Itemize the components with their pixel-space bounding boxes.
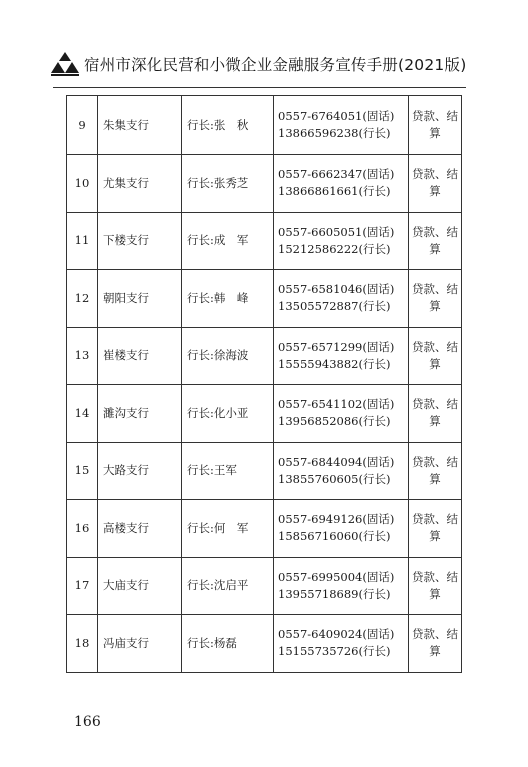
landline-number: 0557-6581046(固话) xyxy=(278,282,395,297)
phone-cell xyxy=(274,96,409,155)
header-title: 宿州市深化民营和小微企业金融服务宣传手册(2021版) xyxy=(84,56,467,74)
business-scope: 贷款、结算 xyxy=(409,96,462,155)
row-number: 11 xyxy=(67,212,98,270)
branch-name: 朱集支行 xyxy=(98,96,182,155)
branch-name: 朝阳支行 xyxy=(98,270,182,328)
header-divider xyxy=(53,87,466,88)
manager-name: 行长:化小亚 xyxy=(182,385,274,443)
phone-cell xyxy=(274,212,409,270)
business-scope: 贷款、结算 xyxy=(409,327,462,385)
table-row xyxy=(67,96,462,155)
row-number: 10 xyxy=(67,155,98,213)
phone-cell xyxy=(274,442,409,500)
row-number: 13 xyxy=(67,327,98,385)
page-header xyxy=(50,48,470,80)
phone-cell xyxy=(274,155,409,213)
table-row xyxy=(67,615,462,673)
row-number: 14 xyxy=(67,385,98,443)
phone-cell xyxy=(274,270,409,328)
manager-name: 行长:韩 峰 xyxy=(182,270,274,328)
row-number: 16 xyxy=(67,500,98,558)
landline-number: 0557-6605051(固话) xyxy=(278,224,395,239)
table-row xyxy=(67,557,462,615)
manager-name: 行长:成 军 xyxy=(182,212,274,270)
business-scope: 贷款、结算 xyxy=(409,500,462,558)
landline-number: 0557-6995004(固话) xyxy=(278,569,395,584)
table-row xyxy=(67,442,462,500)
branch-name: 崔楼支行 xyxy=(98,327,182,385)
row-number: 12 xyxy=(67,270,98,328)
manager-name: 行长:张秀芝 xyxy=(182,155,274,213)
mobile-number: 13505572887(行长) xyxy=(278,299,391,314)
branch-name: 大庙支行 xyxy=(98,557,182,615)
mobile-number: 13956852086(行长) xyxy=(278,414,391,429)
phone-cell xyxy=(274,557,409,615)
branch-table xyxy=(66,95,462,673)
table-row xyxy=(67,500,462,558)
landline-number: 0557-6662347(固话) xyxy=(278,167,395,182)
row-number: 17 xyxy=(67,557,98,615)
branch-name: 尤集支行 xyxy=(98,155,182,213)
manager-name: 行长:徐海波 xyxy=(182,327,274,385)
landline-number: 0557-6949126(固话) xyxy=(278,512,395,527)
manager-name: 行长:张 秋 xyxy=(182,96,274,155)
mobile-number: 15555943882(行长) xyxy=(278,356,391,371)
three-peaks-logo-icon xyxy=(50,51,80,77)
phone-cell xyxy=(274,327,409,385)
row-number: 15 xyxy=(67,442,98,500)
business-scope: 贷款、结算 xyxy=(409,212,462,270)
table-row xyxy=(67,327,462,385)
branch-name: 濉沟支行 xyxy=(98,385,182,443)
branch-name: 下楼支行 xyxy=(98,212,182,270)
business-scope: 贷款、结算 xyxy=(409,155,462,213)
business-scope: 贷款、结算 xyxy=(409,270,462,328)
table-row xyxy=(67,155,462,213)
branch-name: 高楼支行 xyxy=(98,500,182,558)
mobile-number: 15856716060(行长) xyxy=(278,529,391,544)
mobile-number: 15212586222(行长) xyxy=(278,241,391,256)
business-scope: 贷款、结算 xyxy=(409,557,462,615)
table-row xyxy=(67,385,462,443)
landline-number: 0557-6764051(固话) xyxy=(278,109,395,123)
manager-name: 行长:杨磊 xyxy=(182,615,274,673)
mobile-number: 13955718689(行长) xyxy=(278,586,391,601)
landline-number: 0557-6844094(固话) xyxy=(278,454,395,469)
landline-number: 0557-6541102(固话) xyxy=(278,397,395,412)
manager-name: 行长:王军 xyxy=(182,442,274,500)
manager-name: 行长:何 军 xyxy=(182,500,274,558)
business-scope: 贷款、结算 xyxy=(409,442,462,500)
business-scope: 贷款、结算 xyxy=(409,385,462,443)
mobile-number: 15155735726(行长) xyxy=(278,644,391,659)
mobile-number: 13866861661(行长) xyxy=(278,184,391,199)
mobile-number: 13866596238(行长) xyxy=(278,126,391,140)
business-scope: 贷款、结算 xyxy=(409,615,462,673)
branch-name: 冯庙支行 xyxy=(98,615,182,673)
landline-number: 0557-6571299(固话) xyxy=(278,339,395,354)
landline-number: 0557-6409024(固话) xyxy=(278,627,395,642)
table-row xyxy=(67,270,462,328)
row-number: 18 xyxy=(67,615,98,673)
phone-cell xyxy=(274,615,409,673)
manager-name: 行长:沈启平 xyxy=(182,557,274,615)
row-number: 9 xyxy=(67,96,98,155)
mobile-number: 13855760605(行长) xyxy=(278,471,391,486)
phone-cell xyxy=(274,385,409,443)
phone-cell xyxy=(274,500,409,558)
page-number: 166 xyxy=(74,714,101,730)
branch-name: 大路支行 xyxy=(98,442,182,500)
table-row xyxy=(67,212,462,270)
